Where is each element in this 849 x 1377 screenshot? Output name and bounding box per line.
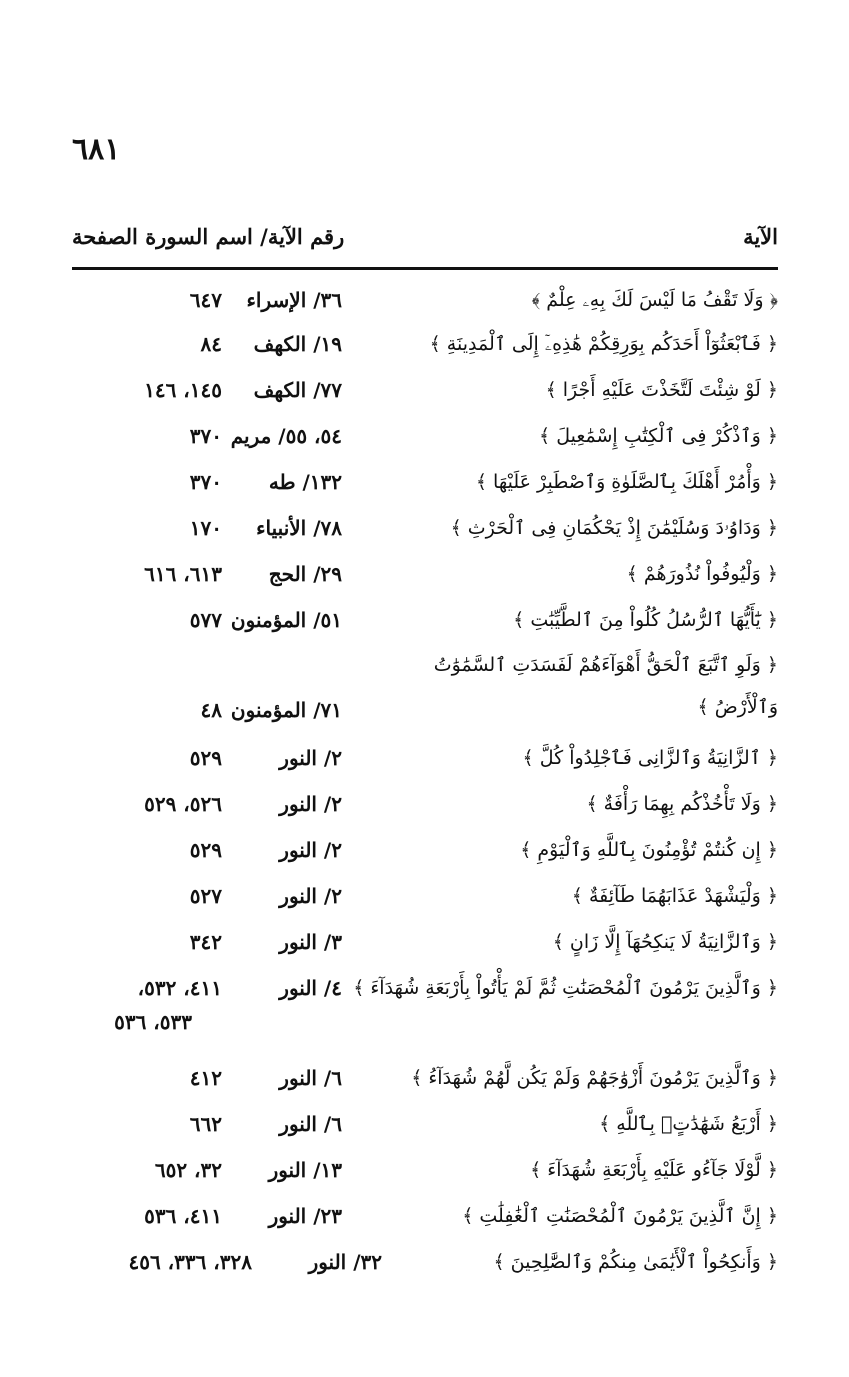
- ayah-text: ﴿ أَرْبَعُ شَهَٰدَٰتٍۭ بِٱللَّهِ ﴾: [599, 1113, 778, 1135]
- surah-ref: ٢٩/ الحج: [268, 562, 342, 586]
- ayah-text: ﴿ وَلَوِ ٱتَّبَعَ ٱلْحَقُّ أَهْوَآءَهُمْ لَفَسَدَتِ ٱلسَّمَٰوَٰتُ وَٱلْأَرْضُ ﴾: [433, 654, 778, 718]
- page-ref: ٨٤: [200, 332, 222, 356]
- surah-ref: ٢/ النور: [279, 884, 342, 908]
- ayah-text: ﴿ وَٱلزَّانِيَةُ لَا يَنكِحُهَآ إِلَّا زَانٍ ﴾: [552, 931, 778, 953]
- ayah-text: ﴿ وَلَا تَأْخُذْكُم بِهِمَا رَأْفَةٌ ﴾: [586, 793, 778, 815]
- ayah-text: ﴿ لَّوْلَا جَآءُو عَلَيْهِ بِأَرْبَعَةِ شُهَدَآءَ ﴾: [530, 1159, 778, 1181]
- surah-ref: ٢/ النور: [279, 792, 342, 816]
- page-ref: ٥٢٩: [189, 838, 222, 862]
- surah-ref: ٣/ النور: [279, 930, 342, 954]
- table-row: [72, 644, 778, 736]
- page-ref: ٥٢٩: [189, 746, 222, 770]
- page-ref: ٥٧٧: [189, 608, 222, 632]
- page-ref: ٤١١، ٥٣٦: [144, 1204, 222, 1228]
- page-ref-continued: ٥٣٣، ٥٣٦: [114, 1010, 192, 1034]
- header-ref-label: رقم الآية/ اسم السورة الصفحة: [72, 224, 345, 249]
- index-table: [72, 278, 778, 1286]
- table-row: [72, 414, 778, 460]
- page-ref: ١٤٥، ١٤٦: [144, 378, 222, 402]
- table-row: [72, 1148, 778, 1194]
- table-row: [72, 322, 778, 368]
- surah-ref: ٤/ النور: [279, 976, 342, 1000]
- surah-ref: ٧٨/ الأنبياء: [256, 516, 342, 540]
- table-row: [72, 460, 778, 506]
- ayah-text: ﴿ وَأْمُرْ أَهْلَكَ بِٱلصَّلَوٰةِ وَٱصْطَبِرْ عَلَيْهَا ﴾: [475, 471, 778, 493]
- ayah-text: ﴿ وَٱلَّذِينَ يَرْمُونَ أَزْوَٰجَهُمْ وَلَمْ يَكُن لَّهُمْ شُهَدَآءُ ﴾: [411, 1067, 778, 1089]
- page-ref: ٤٨: [200, 698, 222, 722]
- surah-ref: ١٣٢/ طه: [268, 470, 342, 494]
- ayah-text: ﴿ وَدَاوُۥدَ وَسُلَيْمَٰنَ إِذْ يَحْكُمَانِ فِى ٱلْحَرْثِ ﴾: [450, 517, 778, 539]
- surah-ref: ٢٣/ النور: [268, 1204, 342, 1228]
- table-header: [72, 222, 778, 258]
- ayah-text: ﴿ وَلْيُوفُواْ نُذُورَهُمْ ﴾: [626, 563, 778, 585]
- table-row: [72, 278, 778, 322]
- ayah-text: ﴿ وَأَنكِحُواْ ٱلْأَيَٰمَىٰ مِنكُمْ وَٱلصَّٰلِحِينَ ﴾: [493, 1251, 778, 1273]
- table-row: [72, 920, 778, 966]
- page-ref: ٣٢، ٦٥٢: [154, 1158, 222, 1182]
- table-row: [72, 782, 778, 828]
- table-row: [72, 828, 778, 874]
- page-ref: ٣٢٨، ٣٣٦، ٤٥٦: [128, 1250, 252, 1274]
- page-number: ٦٨١: [72, 132, 121, 167]
- surah-ref: ٣٦/ الإسراء: [246, 288, 342, 312]
- page-ref: ٣٧٠: [189, 424, 222, 448]
- ayah-text: ﴿ وَلَا تَقْفُ مَا لَيْسَ لَكَ بِهِۦ عِلْمٌ ﴾: [531, 289, 778, 311]
- surah-ref: ٧٧/ الكهف: [253, 378, 342, 402]
- table-row: [72, 1056, 778, 1102]
- surah-ref: ٥٤، ٥٥/ مريم: [230, 424, 342, 448]
- ayah-text: ﴿ وَٱلَّذِينَ يَرْمُونَ ٱلْمُحْصَنَٰتِ ثُمَّ لَمْ يَأْتُواْ بِأَرْبَعَةِ شُهَدَآءَ ﴾: [353, 977, 778, 999]
- surah-ref: ٣٢/ النور: [308, 1250, 382, 1274]
- header-ayah-label: الآية: [743, 224, 778, 249]
- page-ref: ٥٢٧: [189, 884, 222, 908]
- ayah-text: ﴿ إِنَّ ٱلَّذِينَ يَرْمُونَ ٱلْمُحْصَنَٰتِ ٱلْغَٰفِلَٰتِ ﴾: [462, 1205, 778, 1227]
- page-ref: ٣٧٠: [189, 470, 222, 494]
- page-ref: ٤١١، ٥٣٢،: [137, 976, 222, 1000]
- surah-ref: ٦/ النور: [279, 1112, 342, 1136]
- ayah-text: ﴿ وَلْيَشْهَدْ عَذَابَهُمَا طَآئِفَةٌ ﴾: [571, 885, 778, 907]
- table-row: [72, 368, 778, 414]
- header-rule: [72, 267, 778, 270]
- table-row: [72, 1194, 778, 1240]
- table-row: [72, 966, 778, 1056]
- page-ref: ٦٤٧: [189, 288, 222, 312]
- page-ref: ٤١٢: [189, 1066, 222, 1090]
- table-row: [72, 1240, 778, 1286]
- surah-ref: ١٩/ الكهف: [253, 332, 342, 356]
- surah-ref: ٢/ النور: [279, 838, 342, 862]
- page-ref: ٦٦٢: [189, 1112, 222, 1136]
- ayah-text: ﴿ ٱلزَّانِيَةُ وَٱلزَّانِى فَٱجْلِدُواْ كُلَّ ﴾: [522, 747, 778, 769]
- table-row: [72, 506, 778, 552]
- page-ref: ٣٤٢: [189, 930, 222, 954]
- page-ref: ١٧٠: [189, 516, 222, 540]
- page-ref: ٥٢٦، ٥٢٩: [144, 792, 222, 816]
- table-row: [72, 874, 778, 920]
- page-ref: ٦١٣، ٦١٦: [144, 562, 222, 586]
- ayah-text: ﴿ لَوْ شِئْتَ لَتَّخَذْتَ عَلَيْهِ أَجْرًا ﴾: [545, 379, 778, 401]
- ayah-text: ﴿ فَٱبْعَثُوٓاْ أَحَدَكُم بِوَرِقِكُمْ هَٰذِهِۦٓ إِلَى ٱلْمَدِينَةِ ﴾: [429, 333, 778, 355]
- ayah-text: ﴿ وَٱذْكُرْ فِى ٱلْكِتَٰبِ إِسْمَٰعِيلَ ﴾: [539, 425, 778, 447]
- surah-ref: ٦/ النور: [279, 1066, 342, 1090]
- table-row: [72, 736, 778, 782]
- surah-ref: ٥١/ المؤمنون: [230, 608, 342, 632]
- surah-ref: ٧١/ المؤمنون: [230, 698, 342, 722]
- table-row: [72, 552, 778, 598]
- ayah-text: ﴿ يَٰٓأَيُّهَا ٱلرُّسُلُ كُلُواْ مِنَ ٱلطَّيِّبَٰتِ ﴾: [513, 609, 778, 631]
- surah-ref: ١٣/ النور: [268, 1158, 342, 1182]
- surah-ref: ٢/ النور: [279, 746, 342, 770]
- ayah-text: ﴿ إِن كُنتُمْ تُؤْمِنُونَ بِٱللَّهِ وَٱلْيَوْمِ ﴾: [520, 839, 778, 861]
- table-row: [72, 1102, 778, 1148]
- table-row: [72, 598, 778, 644]
